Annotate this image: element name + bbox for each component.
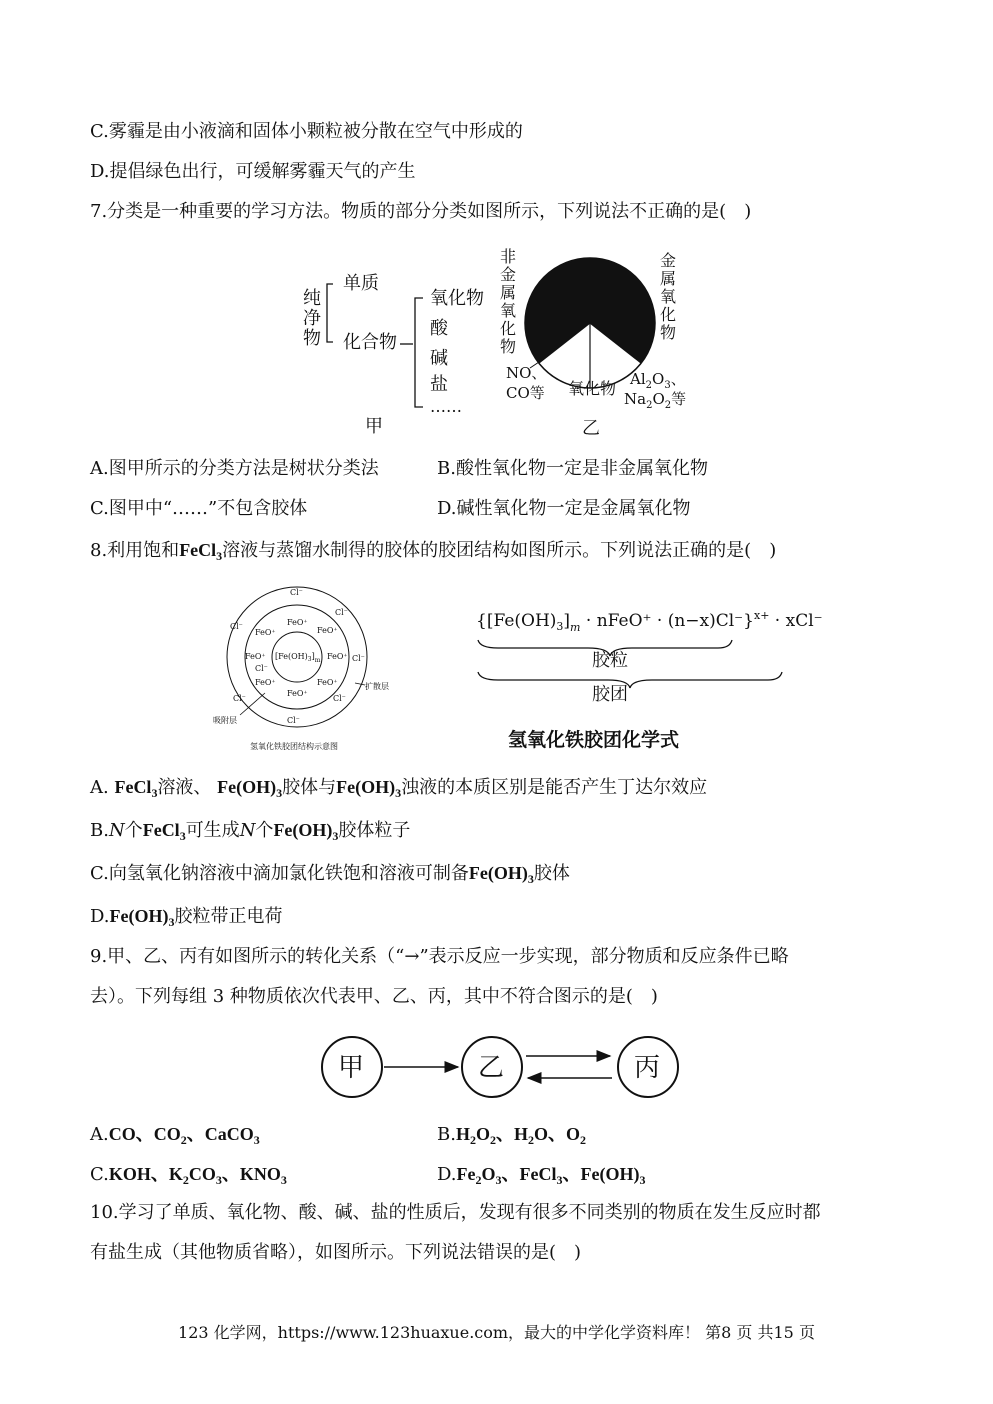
q9-node-yi: 乙 — [478, 1053, 505, 1083]
q7-figure-yi-circle — [490, 248, 700, 440]
q7-yi-al2o3: $Al_2O_3$、 — [630, 370, 686, 391]
q7-yi-no: NO、 — [506, 364, 547, 382]
q9-node-jia: 甲 — [338, 1053, 365, 1083]
q8-fig-cl-7: Cl⁻ — [333, 694, 346, 703]
q9-node-bing: 丙 — [634, 1053, 661, 1083]
q8-figure-micelle-formula — [468, 600, 823, 760]
q7-yi-na2o2: $Na_2O_2$等 — [624, 390, 687, 411]
q7-yi-left-5: 化 — [500, 319, 517, 338]
q7-jia-danzhi: 单质 — [343, 273, 379, 294]
q7-jia-branch-acid: 酸 — [430, 318, 448, 339]
q7-option-c: C.图甲中“……”不包含胶体 — [90, 498, 308, 519]
q7-yi-caption: 乙 — [582, 418, 600, 439]
q7-yi-left-6: 物 — [500, 337, 517, 356]
q9-option-b: $B.H_2O_2$、$H_2O$、$O_2$ — [437, 1124, 587, 1147]
q8-fig-feo-5: FeO⁺ — [327, 652, 348, 661]
q7-option-b: B.酸性氧化物一定是非金属氧化物 — [437, 458, 708, 479]
q8-fig-cl-1: Cl⁻ — [290, 588, 303, 597]
q7-jia-branch-oxide: 氧化物 — [430, 288, 484, 309]
q8-fig-cl-4: Cl⁻ — [352, 654, 365, 663]
q7-jia-root-3: 物 — [303, 328, 321, 349]
q7-stem: 7.分类是一种重要的学习方法。物质的部分分类如图所示，下列说法不正确的是( ) — [90, 201, 752, 222]
page-footer: 123 化学网，https://www.123huaxue.com，最大的中学化学资料库！ 第8 页 共15 页 — [178, 1323, 815, 1342]
q8-stem: 8.利用饱和FeCl$_3$溶液与蒸馏水制得的胶体的胶团结构如图所示。下列说法正确的是( ) — [90, 540, 777, 563]
q8-fig-core: $[Fe(OH)_3]_m$ — [275, 652, 321, 664]
q7-yi-left-3: 属 — [500, 283, 517, 302]
q6-option-c: C.雾霾是由小液滴和固体小颗粒被分散在空气中形成的 — [90, 121, 523, 142]
q7-jia-root-2: 净 — [303, 308, 321, 329]
q7-jia-branch-salt: 盐 — [430, 374, 448, 395]
q8-fig-caption: 氢氧化铁胶团结构示意图 — [250, 742, 338, 751]
q8-fig-feo-1: FeO⁺ — [287, 618, 308, 627]
q7-yi-left-1: 非 — [500, 247, 517, 266]
q9-option-a: A.CO、$CO_2$、CaCO$_3$ — [90, 1124, 260, 1147]
q7-yi-right-4: 化 — [660, 305, 677, 324]
q8-fig-feo-7: FeO⁺ — [317, 678, 338, 687]
q8-fig-cl-5: Cl⁻ — [255, 664, 268, 673]
q8-jiaotuan-label: 胶团 — [592, 684, 628, 705]
q7-yi-right-3: 氧 — [660, 287, 677, 306]
q8-fig-feo-4: FeO⁺ — [245, 652, 266, 661]
q8-option-c: C.向氢氧化钠溶液中滴加氯化铁饱和溶液可制备$Fe(OH)_3$胶体 — [90, 863, 570, 886]
q7-jia-caption: 甲 — [365, 416, 383, 437]
q8-fig-adsorb-label: 吸附层 — [213, 716, 237, 725]
q9-stem-line-1: 9.甲、乙、丙有如图所示的转化关系（“→”表示反应一步实现，部分物质和反应条件已略 — [90, 946, 789, 967]
q8-fig-cl-8: Cl⁻ — [287, 716, 300, 725]
q8-formula-caption: 氢氧化铁胶团化学式 — [508, 729, 680, 751]
q7-yi-left-2: 金 — [500, 265, 517, 284]
q8-formula: {$[Fe(OH)_3]_m$ · nFeO⁺ · (n−x)Cl⁻}$^{x+}$ · xCl⁻ — [476, 609, 823, 634]
q10-stem-line-2: 有盐生成（其他物质省略），如图所示。下列说法错误的是( ) — [90, 1242, 582, 1263]
q8-fig-cl-2: Cl⁻ — [335, 608, 348, 617]
q10-stem-line-1: 10.学习了单质、氧化物、酸、碱、盐的性质后，发现有很多不同类别的物质在发生反应时都 — [90, 1202, 821, 1223]
q7-jia-branch-etc: …… — [430, 397, 462, 416]
q7-jia-root-1: 纯 — [303, 288, 321, 309]
q9-option-d: $D.Fe_2O_3$、FeCl$_3$、$Fe(OH)_3$ — [437, 1164, 646, 1187]
q7-option-d: D.碱性氧化物一定是金属氧化物 — [437, 498, 691, 519]
q8-fig-feo-2: FeO⁺ — [255, 628, 276, 637]
q7-option-a: A.图甲所示的分类方法是树状分类法 — [90, 458, 379, 479]
q8-fig-diffuse-label: 扩散层 — [365, 682, 389, 691]
q7-yi-right-1: 金 — [660, 251, 677, 270]
q8-fig-cl-3: Cl⁻ — [230, 622, 243, 631]
q8-figure-micelle-diagram — [215, 583, 395, 755]
q7-jia-branch-base: 碱 — [430, 348, 448, 369]
q9-stem-line-2: 去）。下列每组 3 种物质依次代表甲、乙、丙，其中不符合图示的是( ) — [90, 986, 658, 1007]
q6-option-d: D.提倡绿色出行，可缓解雾霾天气的产生 — [90, 161, 416, 182]
q7-yi-left-4: 氧 — [500, 301, 517, 320]
q8-fig-feo-6: FeO⁺ — [255, 678, 276, 687]
q7-figure-jia-tree — [295, 262, 505, 442]
q8-fig-feo-8: FeO⁺ — [287, 689, 308, 698]
q8-fig-cl-6: Cl⁻ — [233, 694, 246, 703]
q7-jia-huahewu: 化合物 — [343, 332, 397, 353]
q9-conversion-diagram — [318, 1030, 688, 1104]
q8-option-a: A. FeCl$_3$溶液、 $Fe(OH)_3$胶体与$Fe(OH)_3$浊液的本质区别是能否产生丁达尔效应 — [90, 777, 708, 800]
q9-option-c: C.KOH、$K_2CO_3$、$KNO_3$ — [90, 1164, 287, 1187]
q7-yi-center: 氧化物 — [568, 379, 617, 398]
q8-jiaoli-label: 胶粒 — [592, 650, 628, 671]
q8-option-b: B.N个FeCl$_3$可生成N个$Fe(OH)_3$胶体粒子 — [90, 820, 411, 843]
q8-option-d: $D.Fe(OH)_3$胶粒带正电荷 — [90, 906, 283, 929]
q8-fig-feo-3: FeO⁺ — [317, 626, 338, 635]
q7-yi-co: CO等 — [506, 384, 545, 402]
q7-yi-right-5: 物 — [660, 323, 677, 342]
q7-yi-right-2: 属 — [660, 269, 677, 288]
